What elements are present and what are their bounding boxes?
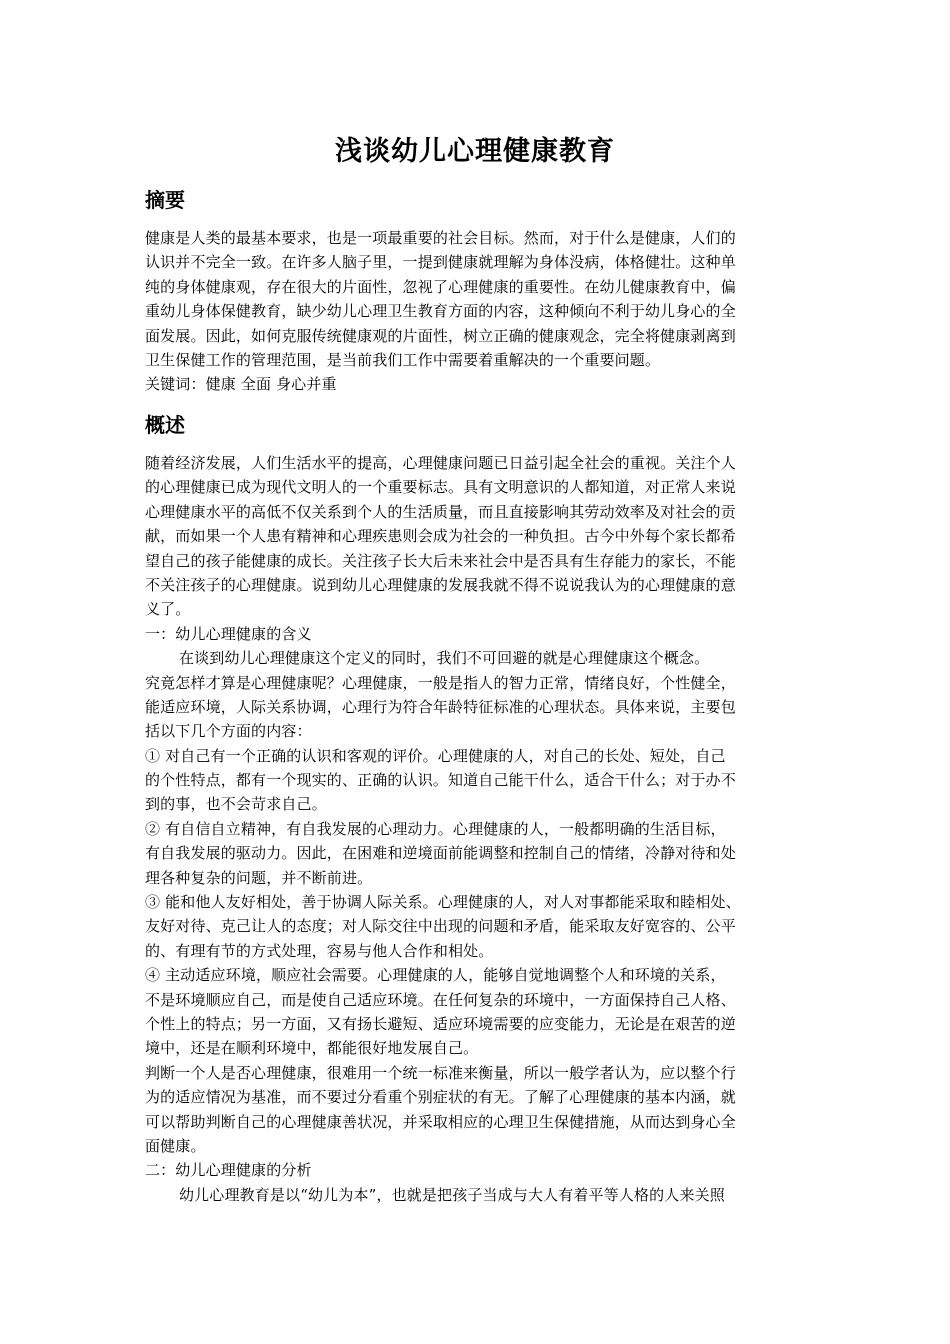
paragraph-line: 不是环境顺应自己，而是使自己适应环境。在任何复杂的环境中，一方面保持自己人格、	[145, 990, 736, 1009]
paragraph-line: 心理健康水平的高低不仅关系到个人的生活质量，而且直接影响其劳动效率及对社会的贡	[145, 502, 736, 521]
overview-heading: 概述	[145, 413, 185, 437]
paragraph-line: 境中，还是在顺利环境中，都能很好地发展自己。	[145, 1039, 479, 1058]
keywords-line: 关键词：健康 全面 身心并重	[145, 375, 337, 394]
paragraph-line: 卫生保健工作的管理范围，是当前我们工作中需要着重解决的一个重要问题。	[145, 350, 661, 369]
abstract-heading: 摘要	[145, 188, 185, 212]
paragraph-line: 义了。	[145, 600, 191, 619]
paragraph-line: 面发展。因此，如何克服传统健康观的片面性，树立正确的健康观念，完全将健康剥离到	[145, 326, 736, 345]
list-item-4: ④ 主动适应环境，顺应社会需要。心理健康的人，能够自觉地调整个人和环境的关系，	[145, 966, 726, 985]
paragraph-line: 不关注孩子的心理健康。说到幼儿心理健康的发展我就不得不说说我认为的心理健康的意	[145, 575, 736, 594]
paragraph-line: 个性上的特点；另一方面，又有扬长避短、适应环境需要的应变能力，无论是在艰苦的逆	[145, 1014, 736, 1033]
paragraph-line: 幼儿心理教育是以“幼儿为本”，也就是把孩子当成与大人有着平等人格的人来关照	[179, 1185, 725, 1204]
paragraph-line: 能适应环境，人际关系协调，心理行为符合年龄特征标准的心理状态。具体来说，主要包	[145, 697, 736, 716]
paragraph-line: 括以下几个方面的内容：	[145, 722, 312, 741]
paragraph-line: 献，而如果一个人患有精神和心理疾患则会成为社会的一种负担。古今中外每个家长都希	[145, 527, 736, 546]
paragraph-line: 到的事，也不会苛求自己。	[145, 795, 327, 814]
paragraph-line: 的个性特点，都有一个现实的、正确的认识。知道自己能干什么，适合干什么；对于办不	[145, 771, 736, 790]
paragraph-line: 健康是人类的最基本要求，也是一项最重要的社会目标。然而，对于什么是健康，人们的	[145, 229, 736, 247]
list-item-3: ③ 能和他人友好相处，善于协调人际关系。心理健康的人，对人对事都能采取和睦相处、	[145, 893, 741, 912]
paragraph-line: 友好对待、克己让人的态度；对人际交往中出现的问题和矛盾，能采取友好宽容的、公平	[145, 917, 736, 936]
paragraph-line: 的、有理有节的方式处理，容易与他人合作和相处。	[145, 941, 494, 960]
paragraph-line: 理各种复杂的问题，并不断前进。	[145, 868, 373, 887]
overview-body	[145, 451, 820, 1207]
paragraph-line: 面健康。	[145, 1136, 206, 1155]
paragraph-line: 随着经济发展，人们生活水平的提高，心理健康问题已日益引起全社会的重视。关注个人	[145, 454, 736, 472]
paragraph-line: 为的适应情况为基准，而不要过分看重个别症状的有无。了解了心理健康的基本内涵，就	[145, 1088, 736, 1107]
paragraph-line: 纯的身体健康观，存在很大的片面性，忽视了心理健康的重要性。在幼儿健康教育中，偏	[145, 277, 736, 296]
paragraph-line: 有自我发展的驱动力。因此，在困难和逆境面前能调整和控制自己的情绪，冷静对待和处	[145, 844, 736, 863]
paragraph-line: 认识并不完全一致。在许多人脑子里，一提到健康就理解为身体没病，体格健壮。这种单	[145, 253, 736, 272]
section-heading-2: 二：幼儿心理健康的分析	[145, 1161, 312, 1180]
abstract-body	[145, 226, 820, 397]
list-item-2: ② 有自信自立精神，有自我发展的心理动力。心理健康的人，一般都明确的生活目标，	[145, 819, 726, 838]
paragraph-line: 可以帮助判断自己的心理健康善状况，并采取相应的心理卫生保健措施，从而达到身心全	[145, 1112, 736, 1131]
page-title: 浅谈幼儿心理健康教育	[335, 136, 615, 167]
paragraph-line: 在谈到幼儿心理健康这个定义的同时，我们不可回避的就是心理健康这个概念。	[179, 649, 710, 668]
paragraph-line: 重幼儿身体保健教育，缺少幼儿心理卫生教育方面的内容，这种倾向不利于幼儿身心的全	[145, 302, 736, 321]
section-heading-1: 一：幼儿心理健康的含义	[145, 624, 312, 643]
paragraph-line: 望自己的孩子能健康的成长。关注孩子长大后未来社会中是否具有生存能力的家长，不能	[145, 551, 736, 570]
paragraph-line: 究竟怎样才算是心理健康呢？心理健康，一般是指人的智力正常，情绪良好，个性健全，	[145, 673, 736, 692]
paragraph-line: 的心理健康已成为现代文明人的一个重要标志。具有文明意识的人都知道，对正常人来说	[145, 478, 736, 497]
paragraph-line: 判断一个人是否心理健康，很难用一个统一标准来衡量，所以一般学者认为，应以整个行	[145, 1063, 736, 1082]
list-item-1: ① 对自己有一个正确的认识和客观的评价。心理健康的人，对自己的长处、短处，自己	[145, 746, 726, 765]
